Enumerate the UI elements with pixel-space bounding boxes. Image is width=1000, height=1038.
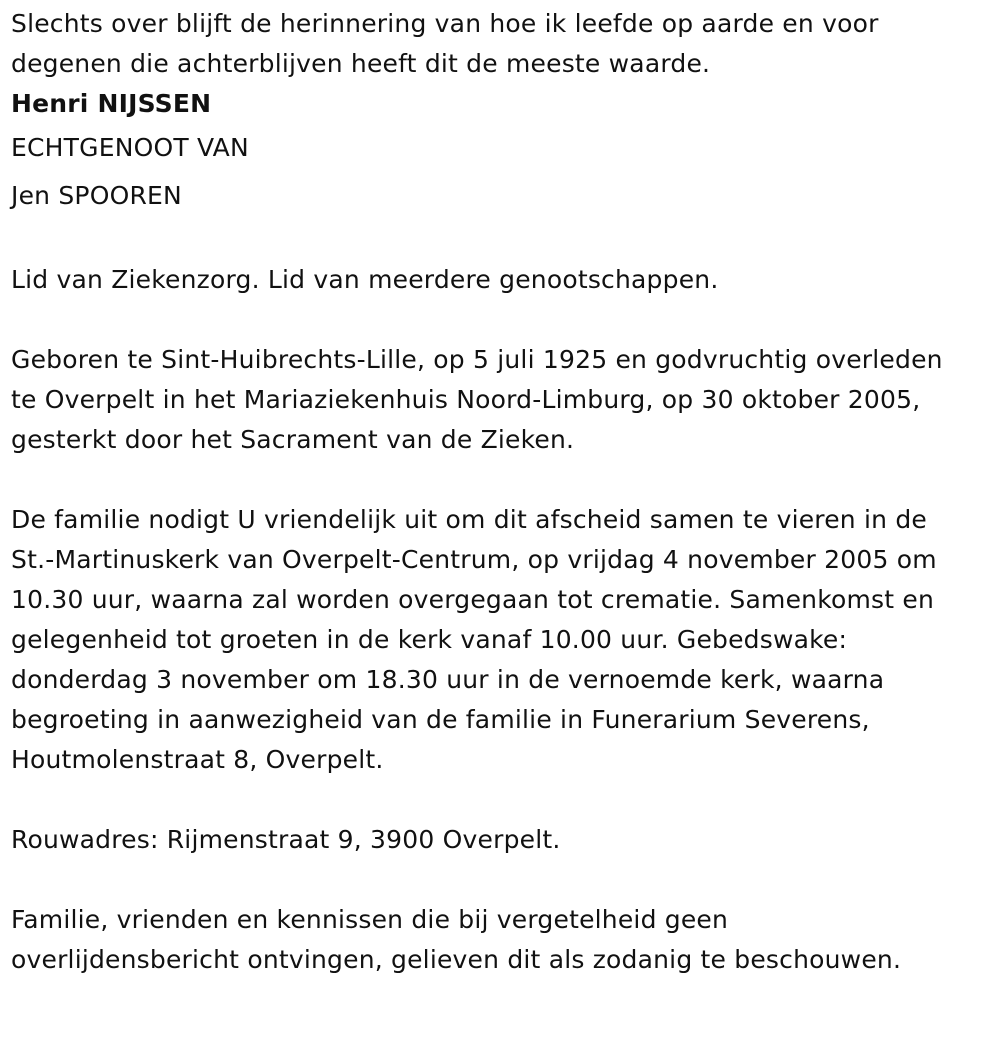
deceased-name: Henri NIJSSEN (11, 89, 212, 118)
birth-death-line-1: Geboren te Sint-Huibrechts-Lille, op 5 juli 1925 en godvruchtig overleden (11, 345, 943, 374)
closing-line-2: overlijdensbericht ontvingen, gelieven dit als zodanig te beschouwen. (11, 945, 902, 974)
membership-paragraph (11, 260, 996, 300)
closing-paragraph (11, 900, 996, 980)
ceremony-line-5: donderdag 3 november om 18.30 uur in de vernoemde kerk, waarna (11, 665, 885, 694)
intro-paragraph (11, 4, 996, 84)
address-paragraph (11, 820, 996, 860)
address-line: Rouwadres: Rijmenstraat 9, 3900 Overpelt. (11, 825, 561, 854)
birth-death-paragraph (11, 340, 996, 460)
ceremony-line-7: Houtmolenstraat 8, Overpelt. (11, 745, 384, 774)
ceremony-line-2: St.-Martinuskerk van Overpelt-Centrum, op vrijdag 4 november 2005 om (11, 545, 937, 574)
birth-death-line-3: gesterkt door het Sacrament van de Zieken. (11, 425, 575, 454)
intro-line-2: degenen die achterblijven heeft dit de meeste waarde. (11, 49, 711, 78)
birth-death-line-2: te Overpelt in het Mariaziekenhuis Noord-Limburg, op 30 oktober 2005, (11, 385, 921, 414)
obituary-document (11, 4, 996, 980)
membership-line: Lid van Ziekenzorg. Lid van meerdere genootschappen. (11, 265, 719, 294)
ceremony-line-1: De familie nodigt U vriendelijk uit om dit afscheid samen te vieren in de (11, 505, 927, 534)
closing-line-1: Familie, vrienden en kennissen die bij vergetelheid geen (11, 905, 729, 934)
ceremony-line-3: 10.30 uur, waarna zal worden overgegaan tot crematie. Samenkomst en (11, 585, 935, 614)
spouse-name: Jen SPOOREN (11, 181, 182, 210)
ceremony-line-6: begroeting in aanwezigheid van de familie in Funerarium Severens, (11, 705, 870, 734)
ceremony-line-4: gelegenheid tot groeten in de kerk vanaf 10.00 uur. Gebedswake: (11, 625, 848, 654)
relation-label: ECHTGENOOT VAN (11, 133, 249, 162)
intro-line-1: Slechts over blijft de herinnering van hoe ik leefde op aarde en voor (11, 9, 879, 38)
ceremony-paragraph (11, 500, 996, 780)
